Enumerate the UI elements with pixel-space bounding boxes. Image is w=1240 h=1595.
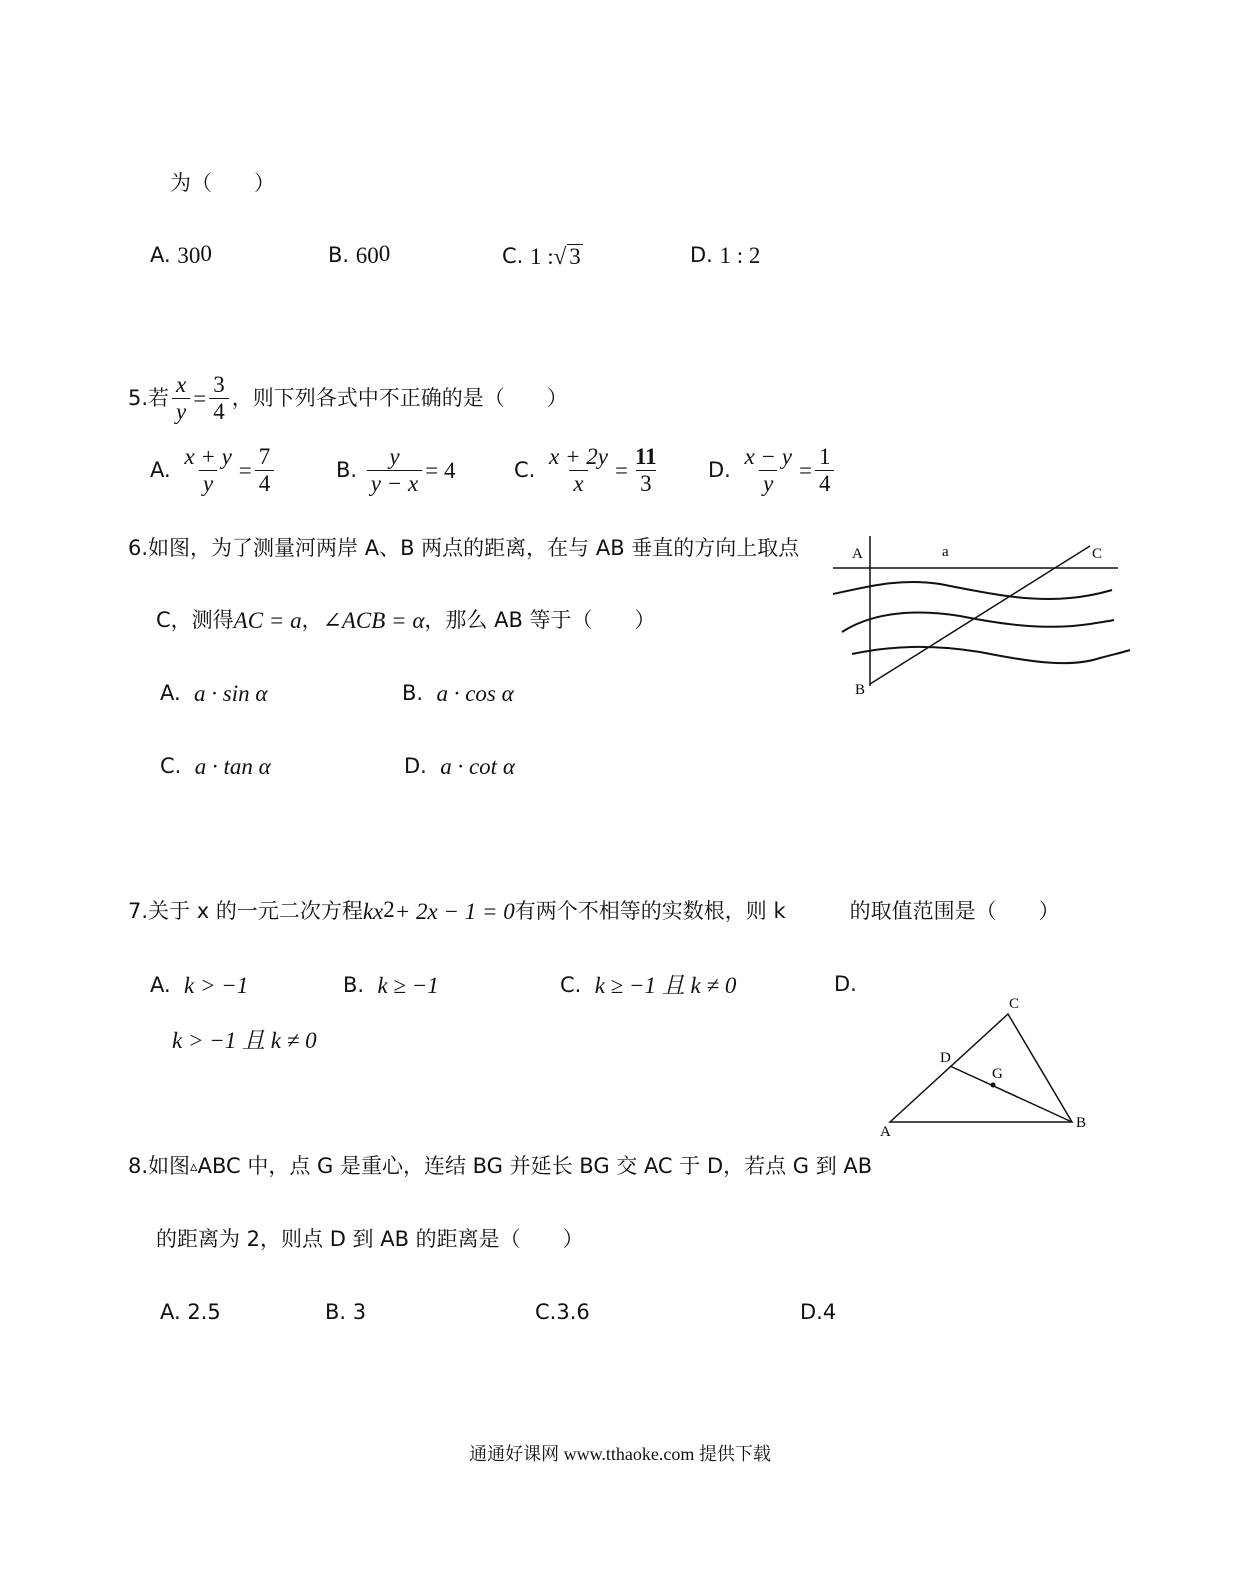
q8-line2: 的距离为 2，则点 D 到 AB 的距离是（ ）	[156, 1227, 584, 1251]
q7-option-c: C. k ≥ −1 且 k ≠ 0	[560, 973, 737, 998]
q7-option-a: A. k > −1	[150, 973, 249, 998]
q7-option-d-text: k > −1 且 k ≠ 0	[172, 1028, 317, 1053]
q6-line2: C，测得 AC = a ， ∠ACB = α ，那么 AB 等于（ ）	[156, 608, 656, 633]
q6-line1: 6.如图，为了测量河两岸 A、B 两点的距离，在与 AB 垂直的方向上取点	[128, 536, 800, 560]
label-side-a: a	[942, 544, 949, 560]
centroid-g	[991, 1083, 996, 1088]
q6-option-d: D. a · cot α	[404, 754, 515, 779]
page-footer: 通通好课网 www.tthaoke.com 提供下载	[469, 1444, 771, 1464]
q4-option-c: C. 1 : √ 3	[502, 243, 581, 269]
q5-option-c: C. $\frac{x + 2y}{x}$ = $\frac{11}{3}$	[514, 444, 657, 497]
q5-option-b: B. $\frac{y}{y - x}$ = 4	[336, 444, 456, 497]
q5-cond-left: $\frac{x}{y}$	[172, 372, 190, 426]
q6-option-c: C. a · tan α	[160, 754, 271, 779]
label-a: A	[852, 546, 863, 562]
q7-option-b: B. k ≥ −1	[343, 973, 439, 998]
q8-option-b: B. 3	[325, 1300, 367, 1324]
q8-option-d: D.4	[800, 1300, 837, 1324]
q5-cond-right: $\frac{3}{4}$	[209, 372, 229, 426]
label-g: G	[992, 1066, 1003, 1082]
q6-option-a: A. a · sin α	[160, 681, 268, 706]
q4-tail: 为（ ）	[170, 171, 275, 195]
q4-option-a: A. 30 $^0$	[150, 241, 212, 268]
label-a: A	[880, 1124, 891, 1140]
q7-stem: 7.关于 x 的一元二次方程 kx $^2$ + 2x − 1 = 0 有两个不相等的实数根，则 k 的取值范围是（ ）	[128, 897, 1060, 924]
q7-option-d-label: D.	[834, 972, 857, 996]
river-figure	[830, 536, 1135, 702]
river-wave-1	[833, 582, 1112, 599]
q8-option-c: C.3.6	[535, 1300, 590, 1324]
q5-option-a: A. $\frac{x + y}{y}$ = $\frac{7}{4}$	[150, 444, 277, 498]
q5-option-d: D. $\frac{x - y}{y}$ = $\frac{1}{4}$	[708, 444, 837, 498]
label-c: C	[1092, 546, 1103, 562]
triangle-figure	[872, 990, 1097, 1140]
river-wave-3	[852, 647, 1130, 663]
label-b: B	[1076, 1115, 1087, 1131]
median-bd	[950, 1066, 1072, 1122]
q6-option-b: B. a · cos α	[402, 681, 514, 706]
q5-stem: 5.若 $\frac{x}{y}$ = $\frac{3}{4}$ ，则下列各式中不正确的是（ ）	[128, 372, 568, 425]
label-d: D	[940, 1050, 951, 1066]
q4-option-d: D. 1 : 2	[690, 243, 761, 268]
label-b: B	[855, 682, 866, 698]
label-c: C	[1009, 996, 1020, 1012]
q4-option-b: B. 60 $^0$	[328, 241, 391, 268]
q8-option-a: A. 2.5	[160, 1300, 221, 1324]
q8-line1: 8.如图 ▵ ABC 中，点 G 是重心，连结 BG 并延长 BG 交 AC 于 D，若点 G 到 AB	[128, 1154, 873, 1178]
triangle-abc	[890, 1014, 1072, 1122]
